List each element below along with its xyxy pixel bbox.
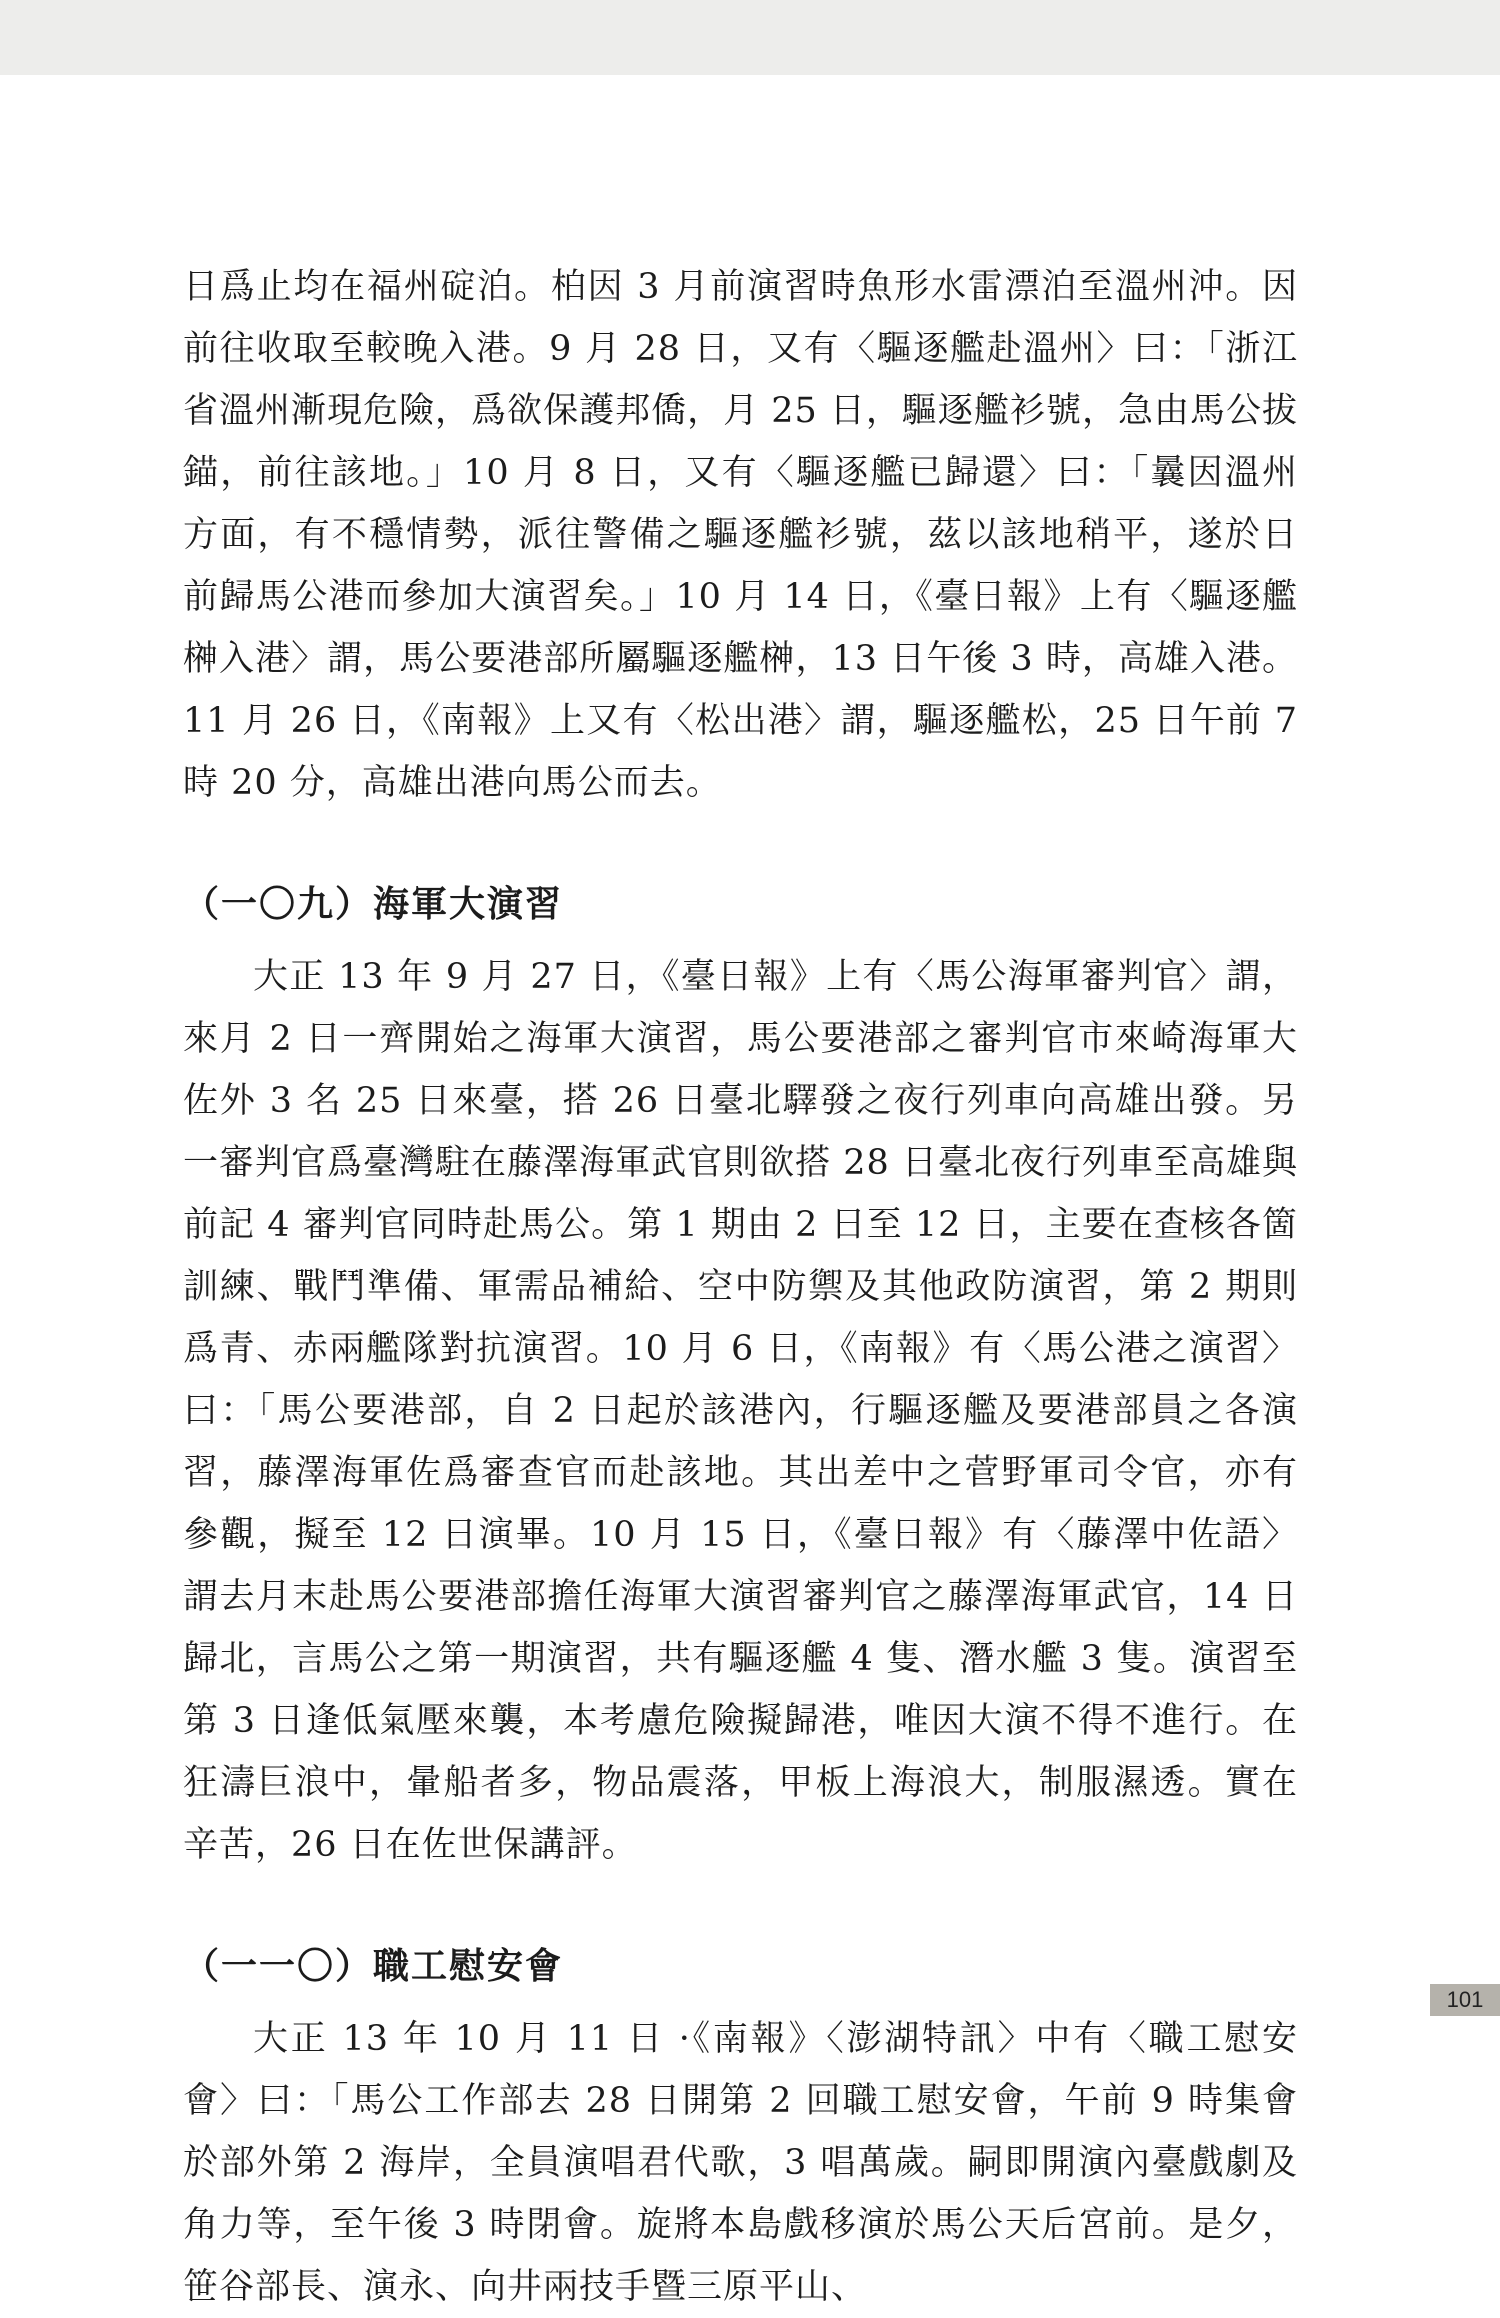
section-heading: （一〇九）海軍大演習 xyxy=(183,884,564,925)
section-heading: （一一〇）職工慰安會 xyxy=(183,1946,564,1987)
page-body xyxy=(183,256,1298,2318)
body-paragraph: 日爲止均在福州碇泊。柏因 3 月前演習時魚形水雷漂泊至溫州沖。因前往收取至較晚入港。9 月 28 日，又有〈驅逐艦赴溫州〉曰：「浙江省溫州漸現危險，爲欲保護邦僑，月 25 日，驅逐艦衫號，急由馬公拔錨，前往該地。」10 月 8 日，又有〈驅逐艦已歸還〉曰：「曩因溫州方面，有不穩情勢，派往警備之驅逐艦衫號，茲以該地稍平，遂於日前歸馬公港而參加大演習矣。」10 月 14 日，《臺日報》上有〈驅逐艦榊入港〉謂，馬公要港部所屬驅逐艦榊，13 日午後 3 時，高雄入港。11 月 26 日，《南報》上又有〈松出港〉謂，驅逐艦松，25 日午前 7 時 20 分，高雄出港向馬公而去。 xyxy=(183,267,1298,803)
body-paragraph: 大正 13 年 9 月 27 日，《臺日報》上有〈馬公海軍審判官〉謂，來月 2 日一齊開始之海軍大演習，馬公要港部之審判官市來崎海軍大佐外 3 名 25 日來臺，搭 26 日臺北驛發之夜行列車向高雄出發。另一審判官爲臺灣駐在藤澤海軍武官則欲搭 28 日臺北夜行列車至高雄與前記 4 審判官同時赴馬公。第 1 期由 2 日至 12 日，主要在查核各箇訓練、戰鬥準備、軍需品補給、空中防禦及其他政防演習，第 2 期則爲青、赤兩艦隊對抗演習。10 月 6 日，《南報》有〈馬公港之演習〉曰：「馬公要港部，自 2 日起於該港內，行驅逐艦及要港部員之各演習，藤澤海軍佐爲審查官而赴該地。其出差中之菅野軍司令官，亦有參觀，擬至 12 日演畢。10 月 15 日，《臺日報》有〈藤澤中佐語〉謂去月末赴馬公要港部擔任海軍大演習審判官之藤澤海軍武官，14 日歸北，言馬公之第一期演習，共有驅逐艦 4 隻、潛水艦 3 隻。演習至第 3 日逢低氣壓來襲，本考慮危險擬歸港，唯因大演不得不進行。在狂濤巨浪中，暈船者多，物品震落，甲板上海浪大，制服濕透。實在辛苦，26 日在佐世保講評。 xyxy=(183,957,1298,1865)
body-paragraph: 大正 13 年 10 月 11 日 ·《南報》〈澎湖特訊〉中有〈職工慰安會〉曰：「馬公工作部去 28 日開第 2 回職工慰安會，午前 9 時集會於部外第 2 海岸，全員演唱君代歌，3 唱萬歲。嗣即開演內臺戲劇及角力等，至午後 3 時閉會。旋將本島戲移演於馬公天后宮前。是夕，笹谷部長、演永、向井兩技手暨三原平山、 xyxy=(183,2019,1298,2307)
scan-top-margin xyxy=(0,0,1500,75)
page-number: 101 xyxy=(1430,1984,1500,2016)
